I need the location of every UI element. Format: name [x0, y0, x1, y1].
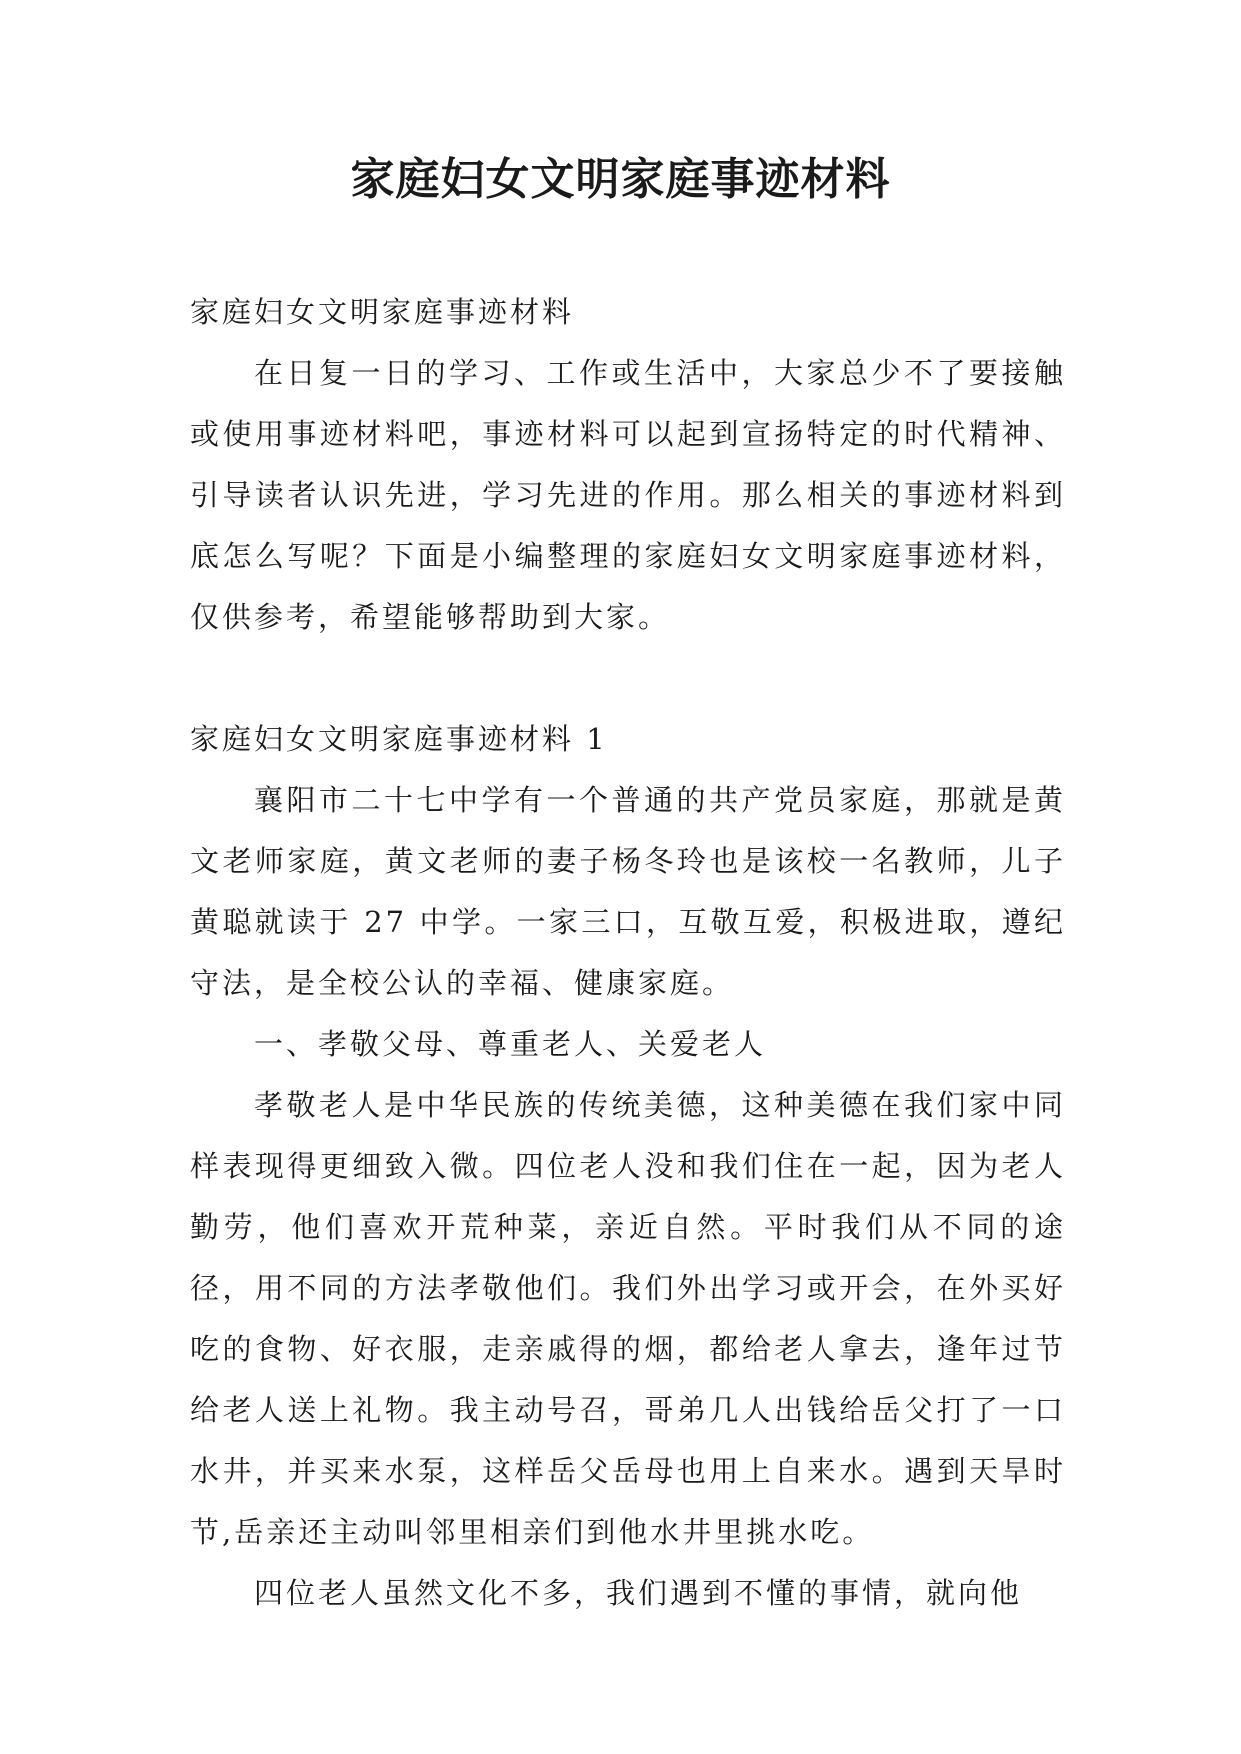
document-subtitle: 家庭妇女文明家庭事迹材料	[190, 295, 575, 329]
body-paragraph: 襄阳市二十七中学有一个普通的共产党员家庭，那就是黄文老师家庭，黄文老师的妻子杨冬玲也是该校一名教师，儿子黄聪就读于 27 中学。一家三口，互敬互爱，积极进取，遵纪守法，是全校公认的幸福、健康家庭。	[190, 783, 1066, 1000]
section-spacer	[190, 648, 1066, 709]
body-paragraph: 四位老人虽然文化不多，我们遇到不懂的事情，就向他	[254, 1576, 1023, 1610]
subsection-heading: 一、孝敬父母、尊重老人、关爱老人	[254, 1027, 767, 1061]
document-body	[190, 282, 1066, 1624]
document-title: 家庭妇女文明家庭事迹材料	[350, 154, 891, 205]
body-paragraph: 孝敬老人是中华民族的传统美德，这种美德在我们家中同样表现得更细致入微。四位老人没和我们住在一起，因为老人勤劳，他们喜欢开荒种菜，亲近自然。平时我们从不同的途径，用不同的方法孝敬他们。我们外出学习或开会，在外买好吃的食物、好衣服，走亲戚得的烟，都给老人拿去，逢年过节给老人送上礼物。我主动号召，哥弟几人出钱给岳父打了一口水井，并买来水泵，这样岳父岳母也用上自来水。遇到天旱时节,岳亲还主动叫邻里相亲们到他水井里挑水吃。	[190, 1088, 1066, 1549]
section-heading: 家庭妇女文明家庭事迹材料 1	[190, 722, 608, 756]
intro-paragraph: 在日复一日的学习、工作或生活中，大家总少不了要接触或使用事迹材料吧，事迹材料可以起到宣扬特定的时代精神、引导读者认识先进，学习先进的作用。那么相关的事迹材料到底怎么写呢？下面是小编整理的家庭妇女文明家庭事迹材料，仅供参考，希望能够帮助到大家。	[190, 356, 1066, 634]
